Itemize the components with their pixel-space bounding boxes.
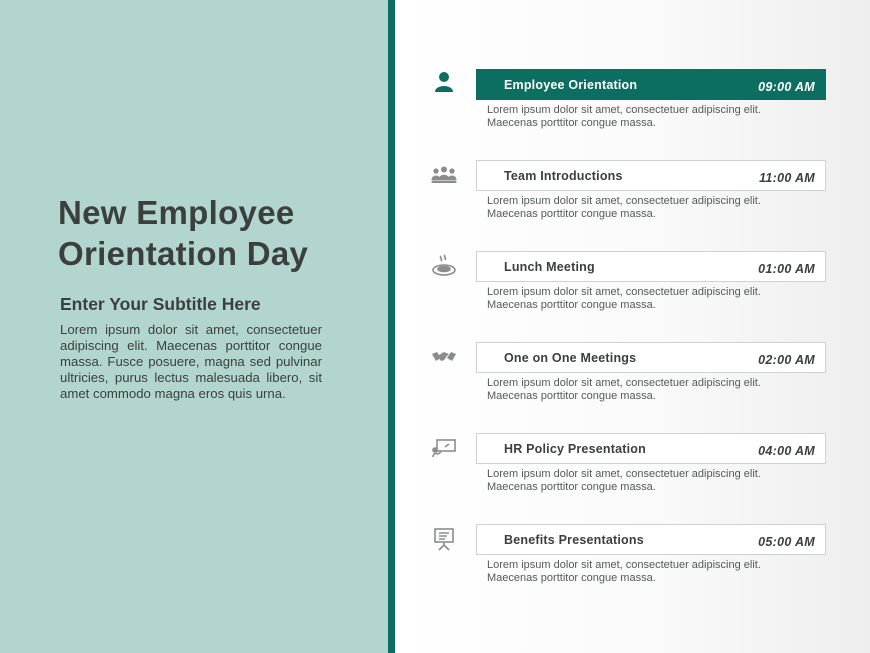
agenda-item-label: Team Introductions — [504, 169, 623, 183]
description-line-2: Maecenas porttitor congue massa. — [487, 117, 656, 129]
team-icon — [431, 162, 457, 188]
agenda-item-label: Lunch Meeting — [504, 260, 595, 274]
agenda-item-label: Benefits Presentations — [504, 533, 644, 547]
agenda-item-employee-orientation — [395, 69, 870, 149]
person-icon — [431, 69, 457, 95]
agenda-item-label: One on One Meetings — [504, 351, 637, 365]
intro-paragraph: Lorem ipsum dolor sit amet, consectetuer adipiscing elit. Maecenas porttitor congue massa. Fusce posuere, magna sed pulvinar ultricies, purus lectus malesuada libero, sit amet commodo magna eros quis urna. — [60, 322, 322, 401]
agenda-item-description — [487, 559, 827, 585]
agenda-item-benefits-presentations — [395, 524, 870, 604]
page-title — [58, 192, 378, 274]
agenda-item-header — [476, 433, 826, 464]
vertical-divider — [388, 0, 395, 653]
title-line-1: New Employee — [58, 194, 295, 231]
agenda-item-description — [487, 104, 827, 130]
agenda-item-time: 11:00 AM — [759, 171, 815, 185]
agenda-item-time: 05:00 AM — [758, 535, 815, 549]
description-line-1: Lorem ipsum dolor sit amet, consectetuer adipiscing elit. — [487, 195, 761, 207]
agenda-item-description — [487, 195, 827, 221]
agenda-item-label: Employee Orientation — [504, 78, 638, 92]
title-line-2: Orientation Day — [58, 235, 309, 272]
agenda-item-time: 09:00 AM — [758, 80, 815, 94]
agenda-item-team-introductions — [395, 160, 870, 240]
page-subtitle: Enter Your Subtitle Here — [60, 294, 261, 314]
agenda-item-header — [476, 69, 826, 100]
description-line-2: Maecenas porttitor congue massa. — [487, 208, 656, 220]
agenda-item-description — [487, 468, 827, 494]
description-line-2: Maecenas porttitor congue massa. — [487, 481, 656, 493]
description-line-2: Maecenas porttitor congue massa. — [487, 572, 656, 584]
agenda-item-header — [476, 524, 826, 555]
agenda-item-lunch-meeting — [395, 251, 870, 331]
agenda-item-time: 01:00 AM — [758, 262, 815, 276]
description-line-2: Maecenas porttitor congue massa. — [487, 299, 656, 311]
easel-board-icon — [431, 526, 457, 552]
agenda-item-time: 02:00 AM — [758, 353, 815, 367]
description-line-1: Lorem ipsum dolor sit amet, consectetuer adipiscing elit. — [487, 377, 761, 389]
description-line-1: Lorem ipsum dolor sit amet, consectetuer adipiscing elit. — [487, 559, 761, 571]
presentation-icon — [431, 435, 457, 461]
agenda-item-description — [487, 377, 827, 403]
agenda-item-hr-policy-presentation — [395, 433, 870, 513]
handshake-icon — [431, 344, 457, 370]
agenda-item-header — [476, 342, 826, 373]
agenda-item-description — [487, 286, 827, 312]
description-line-1: Lorem ipsum dolor sit amet, consectetuer adipiscing elit. — [487, 286, 761, 298]
agenda-item-header — [476, 160, 826, 191]
agenda-item-header — [476, 251, 826, 282]
description-line-1: Lorem ipsum dolor sit amet, consectetuer adipiscing elit. — [487, 468, 761, 480]
agenda-item-one-on-one-meetings — [395, 342, 870, 422]
food-plate-icon — [431, 253, 457, 279]
agenda-item-time: 04:00 AM — [758, 444, 815, 458]
description-line-2: Maecenas porttitor congue massa. — [487, 390, 656, 402]
description-line-1: Lorem ipsum dolor sit amet, consectetuer adipiscing elit. — [487, 104, 761, 116]
agenda-item-label: HR Policy Presentation — [504, 442, 646, 456]
